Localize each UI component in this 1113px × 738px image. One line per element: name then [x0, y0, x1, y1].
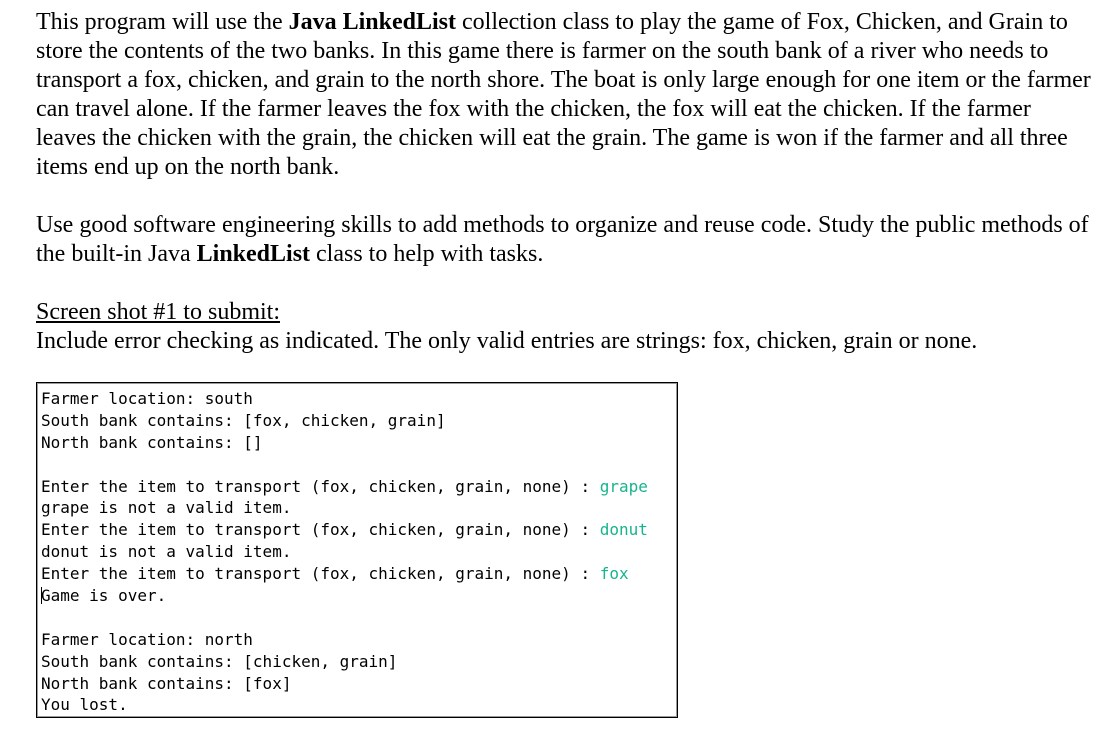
engineering-paragraph	[36, 211, 1096, 269]
console-line-south-bank-final: South bank contains: [chicken, grain]	[41, 651, 398, 671]
console-line-farmer-location-south: Farmer location: south	[41, 389, 253, 408]
intro-text-2: collection class to play the game of Fox, Chicken, and Grain to store the contents of the two banks. In this game there is farmer on the south bank of a river who needs to transport a fox, chicken, and grain to the north shore. The boat is only large enough for one item or the farmer can travel alone. If the farmer leaves the fox with the chicken, the fox will eat the chicken. If the farmer leaves the chicken with the grain, the chicken will eat the grain. The game is won if the farmer and all three items end up on the north bank.	[36, 9, 1091, 180]
console-game-over-text: Game is over.	[41, 586, 167, 606]
console-prompt-text: Enter the item to transport (fox, chicken, grain, none) :	[41, 476, 600, 496]
console-user-input-fox: fox	[599, 564, 629, 584]
console-line-south-bank-initial: South bank contains: [fox, chicken, grain]	[41, 410, 446, 430]
console-output-box	[36, 382, 678, 718]
console-blank-line	[41, 607, 677, 629]
console-user-input-donut: donut	[599, 520, 648, 540]
screenshot-instructions: Include error checking as indicated. The only valid entries are strings: fox, chicken, grain or none.	[36, 328, 978, 354]
console-prompt-line-2	[41, 519, 677, 541]
console-result-line: You lost.	[41, 695, 128, 715]
console-prompt-text: Enter the item to transport (fox, chicken, grain, none) :	[41, 564, 600, 584]
console-line-north-bank-final: North bank contains: [fox]	[41, 673, 292, 693]
console-error-line-grape: grape is not a valid item.	[41, 498, 292, 518]
engineering-text-1: Use good software engineering skills to add methods to organize and reuse code. Study the public methods of the built-in Java	[36, 212, 1089, 267]
console-user-input-grape: grape	[599, 476, 648, 496]
console-prompt-text: Enter the item to transport (fox, chicken, grain, none) :	[41, 520, 600, 540]
engineering-text-2: class to help with tasks.	[310, 241, 544, 267]
console-error-line-donut: donut is not a valid item.	[41, 542, 292, 562]
console-prompt-line-1	[41, 476, 677, 498]
console-line-farmer-location-north: Farmer location: north	[41, 629, 253, 649]
engineering-bold-linkedlist: LinkedList	[196, 241, 311, 267]
intro-text-1: This program will use the	[36, 9, 289, 35]
screenshot-paragraph	[36, 298, 1096, 356]
console-line-north-bank-initial: North bank contains: []	[41, 432, 263, 452]
console-game-over-line	[41, 585, 677, 607]
console-blank-line	[41, 454, 677, 476]
intro-bold-java-linkedlist: Java LinkedList	[288, 9, 457, 35]
intro-paragraph	[36, 8, 1096, 182]
assignment-document	[36, 8, 1096, 356]
console-prompt-line-3	[41, 563, 677, 585]
screenshot-heading: Screen shot #1 to submit:	[36, 299, 280, 325]
